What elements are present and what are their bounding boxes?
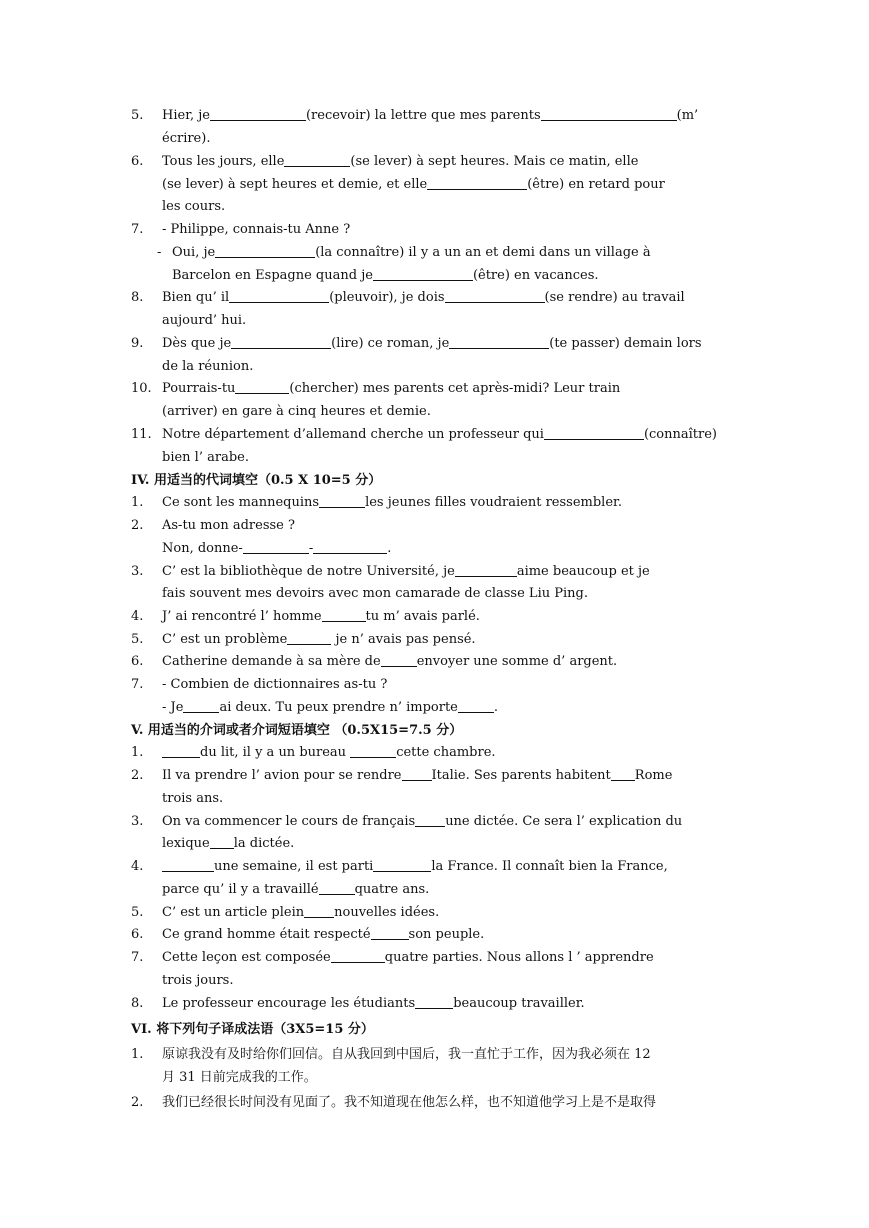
text-fragment: (m’ [676,108,699,123]
text-fragment: Bien qu’ il [162,290,230,305]
answer-blank[interactable] [162,858,214,872]
text-fragment: parce qu’ il y a travaillé [162,882,319,897]
answer-blank[interactable] [162,744,200,758]
answer-blank[interactable] [231,335,331,349]
answer-blank[interactable] [455,563,517,577]
question-number: 4. [131,609,144,624]
question-text [162,175,665,195]
answer-blank[interactable] [287,631,331,645]
question-number: 5. [131,632,144,647]
answer-blank[interactable] [541,107,677,121]
text-fragment: Ce grand homme était respecté [162,927,371,942]
answer-blank[interactable] [381,653,417,667]
text-fragment: . [493,700,498,715]
question-number: 11. [131,427,152,442]
answer-blank[interactable] [210,107,306,121]
text-fragment: fais souvent mes devoirs avec mon camarade de classe Liu Ping. [162,586,588,601]
question-text [162,698,498,718]
text-fragment: (te passer) demain lors [549,336,702,351]
text-fragment: C’ est un article plein [162,905,305,920]
question-text [162,334,702,354]
question-text [162,562,650,582]
answer-blank[interactable] [373,267,473,281]
answer-blank[interactable] [284,153,350,167]
text-fragment: (chercher) mes parents cet après-midi? Leur train [289,381,621,396]
text-fragment: la France. Il connaît bien la France, [431,859,668,874]
question-number: 3. [131,564,144,579]
question-number: 7. [131,950,144,965]
question-number: 7. [131,677,144,692]
text-fragment: Barcelon en Espagne quand je [172,268,373,283]
text-fragment: 我们已经很长时间没有见面了。我不知道现在他怎么样，也不知道他学习上是不是取得 [162,1095,657,1110]
text-fragment: Le professeur encourage les étudiants [162,996,416,1011]
answer-blank[interactable] [235,380,289,394]
answer-blank[interactable] [350,744,396,758]
question-text [162,925,484,945]
question-text [162,1093,656,1113]
text-fragment: de la réunion. [162,359,254,374]
text-fragment: une semaine, il est parti [214,859,374,874]
question-text [162,607,480,627]
question-text [162,880,429,900]
question-text [162,652,617,672]
answer-blank[interactable] [458,699,494,713]
answer-blank[interactable] [373,858,431,872]
question-text [162,1068,317,1088]
text-fragment: Pourrais-tu [162,381,236,396]
question-text [162,1045,651,1065]
question-text [162,539,391,559]
text-fragment: cette chambre. [396,745,496,760]
question-text [162,425,717,445]
question-text [162,288,685,308]
text-fragment: Rome [634,768,673,783]
answer-blank[interactable] [402,767,432,781]
question-text [162,812,682,832]
question-number: 1. [131,1047,144,1062]
question-text [162,834,294,854]
question-text [162,129,210,149]
answer-blank[interactable] [449,335,549,349]
text-fragment: envoyer une somme d’ argent. [416,654,618,669]
answer-blank[interactable] [427,176,527,190]
dialogue-dash: - [157,245,162,260]
question-number: 6. [131,154,144,169]
answer-blank[interactable] [415,995,453,1009]
text-fragment: aujourd’ hui. [162,313,247,328]
question-text [162,106,698,126]
text-fragment: Catherine demande à sa mère de [162,654,381,669]
text-fragment: Non, donne- [162,541,243,556]
text-fragment: les jeunes filles voudraient ressembler. [365,495,622,510]
question-text [162,584,588,604]
question-text [162,357,253,377]
text-fragment: C’ est la bibliothèque de notre Université, je [162,564,455,579]
question-text [162,516,295,536]
question-number: 6. [131,927,144,942]
text-fragment: Tous les jours, elle [162,154,285,169]
text-fragment: nouvelles idées. [334,905,440,920]
text-fragment: (connaître) [643,427,717,442]
text-fragment: aime beaucoup et je [516,564,650,579]
text-fragment: trois jours. [162,973,234,988]
text-fragment: - Combien de dictionnaires as-tu ? [162,677,388,692]
text-fragment: 月 31 日前完成我的工作。 [162,1070,317,1085]
text-fragment: beaucoup travailler. [453,996,585,1011]
text-fragment: quatre parties. Nous allons l ’ apprendre [384,950,654,965]
question-text [162,994,585,1014]
question-text [162,379,620,399]
text-fragment: J’ ai rencontré l’ homme [162,609,322,624]
question-text [162,220,350,240]
section-title: IV. 用适当的代词填空（0.5 X 10=5 分） [131,473,382,488]
text-fragment: On va commencer le cours de français [162,814,416,829]
question-text [162,311,246,331]
question-text [162,857,668,877]
question-number: 5. [131,108,144,123]
question-number: 9. [131,336,144,351]
answer-blank[interactable] [611,767,635,781]
question-number: 4. [131,859,144,874]
answer-blank[interactable] [210,835,234,849]
question-text [162,197,225,217]
text-fragment: (se rendre) au travail [544,290,685,305]
question-text [162,743,496,763]
question-number: 2. [131,518,144,533]
answer-blank[interactable] [319,881,355,895]
answer-blank[interactable] [215,244,315,258]
answer-blank[interactable] [229,289,329,303]
question-number: 6. [131,654,144,669]
text-fragment: - Je [162,700,184,715]
answer-blank[interactable] [313,540,387,554]
text-fragment: Cette leçon est composée [162,950,331,965]
text-fragment: . [387,541,392,556]
text-fragment: Dès que je [162,336,232,351]
answer-blank[interactable] [243,540,309,554]
text-fragment: trois ans. [162,791,224,806]
text-fragment: du lit, il y a un bureau [200,745,351,760]
answer-blank[interactable] [445,289,545,303]
text-fragment: (arriver) en gare à cinq heures et demie. [162,404,431,419]
text-fragment: écrire). [162,131,211,146]
question-text [162,493,622,513]
question-number: 8. [131,290,144,305]
text-fragment: son peuple. [408,927,485,942]
text-fragment: la dictée. [233,836,295,851]
answer-blank[interactable] [415,813,445,827]
text-fragment: Italie. Ses parents habitent [431,768,611,783]
text-fragment: Oui, je [172,245,216,260]
question-number: 2. [131,768,144,783]
text-fragment: (être) en retard pour [527,177,665,192]
answer-blank[interactable] [319,494,365,508]
text-fragment: - [308,541,314,556]
text-fragment: (la connaître) il y a un an et demi dans un village à [315,245,651,260]
text-fragment: (recevoir) la lettre que mes parents [305,108,541,123]
question-number: 7. [131,222,144,237]
text-fragment: 原谅我没有及时给你们回信。自从我回到中国后，我一直忙于工作，因为我必须在 12 [162,1047,651,1062]
answer-blank[interactable] [304,904,334,918]
question-text [162,152,638,172]
answer-blank[interactable] [322,608,366,622]
question-text [162,971,233,991]
answer-blank[interactable] [183,699,219,713]
text-fragment: Notre département d’allemand cherche un professeur qui [162,427,544,442]
answer-blank[interactable] [544,426,644,440]
question-text [162,448,249,468]
question-text [162,948,654,968]
text-fragment: je n’ avais pas pensé. [331,632,476,647]
section-title: V. 用适当的介词或者介词短语填空 （0.5X15=7.5 分） [131,723,463,738]
question-text [172,243,651,263]
question-text [162,789,223,809]
text-fragment: une dictée. Ce sera l’ explication du [445,814,683,829]
question-text [162,402,431,422]
text-fragment: (se lever) à sept heures. Mais ce matin, elle [350,154,639,169]
question-text [162,630,476,650]
text-fragment: Il va prendre l’ avion pour se rendre [162,768,402,783]
text-fragment: (lire) ce roman, je [331,336,450,351]
question-number: 1. [131,745,144,760]
question-number: 3. [131,814,144,829]
text-fragment: tu m’ avais parlé. [365,609,480,624]
question-text [162,903,439,923]
text-fragment: C’ est un problème [162,632,288,647]
question-number: 10. [131,381,152,396]
text-fragment: ai deux. Tu peux prendre n’ importe [219,700,458,715]
text-fragment: quatre ans. [354,882,430,897]
question-number: 1. [131,495,144,510]
text-fragment: - Philippe, connais-tu Anne ? [162,222,351,237]
question-number: 8. [131,996,144,1011]
answer-blank[interactable] [371,926,409,940]
section-title: VI. 将下列句子译成法语（3X5=15 分） [131,1022,374,1037]
question-text [162,766,672,786]
text-fragment: As-tu mon adresse ? [162,518,295,533]
text-fragment: Ce sont les mannequins [162,495,320,510]
answer-blank[interactable] [331,949,385,963]
text-fragment: Hier, je [162,108,210,123]
text-fragment: les cours. [162,199,226,214]
question-text [162,675,387,695]
question-number: 5. [131,905,144,920]
question-number: 2. [131,1095,144,1110]
text-fragment: (se lever) à sept heures et demie, et elle [162,177,428,192]
text-fragment: lexique [162,836,210,851]
text-fragment: (pleuvoir), je dois [329,290,445,305]
text-fragment: (être) en vacances. [472,268,599,283]
question-text [172,266,599,286]
text-fragment: bien l’ arabe. [162,450,249,465]
